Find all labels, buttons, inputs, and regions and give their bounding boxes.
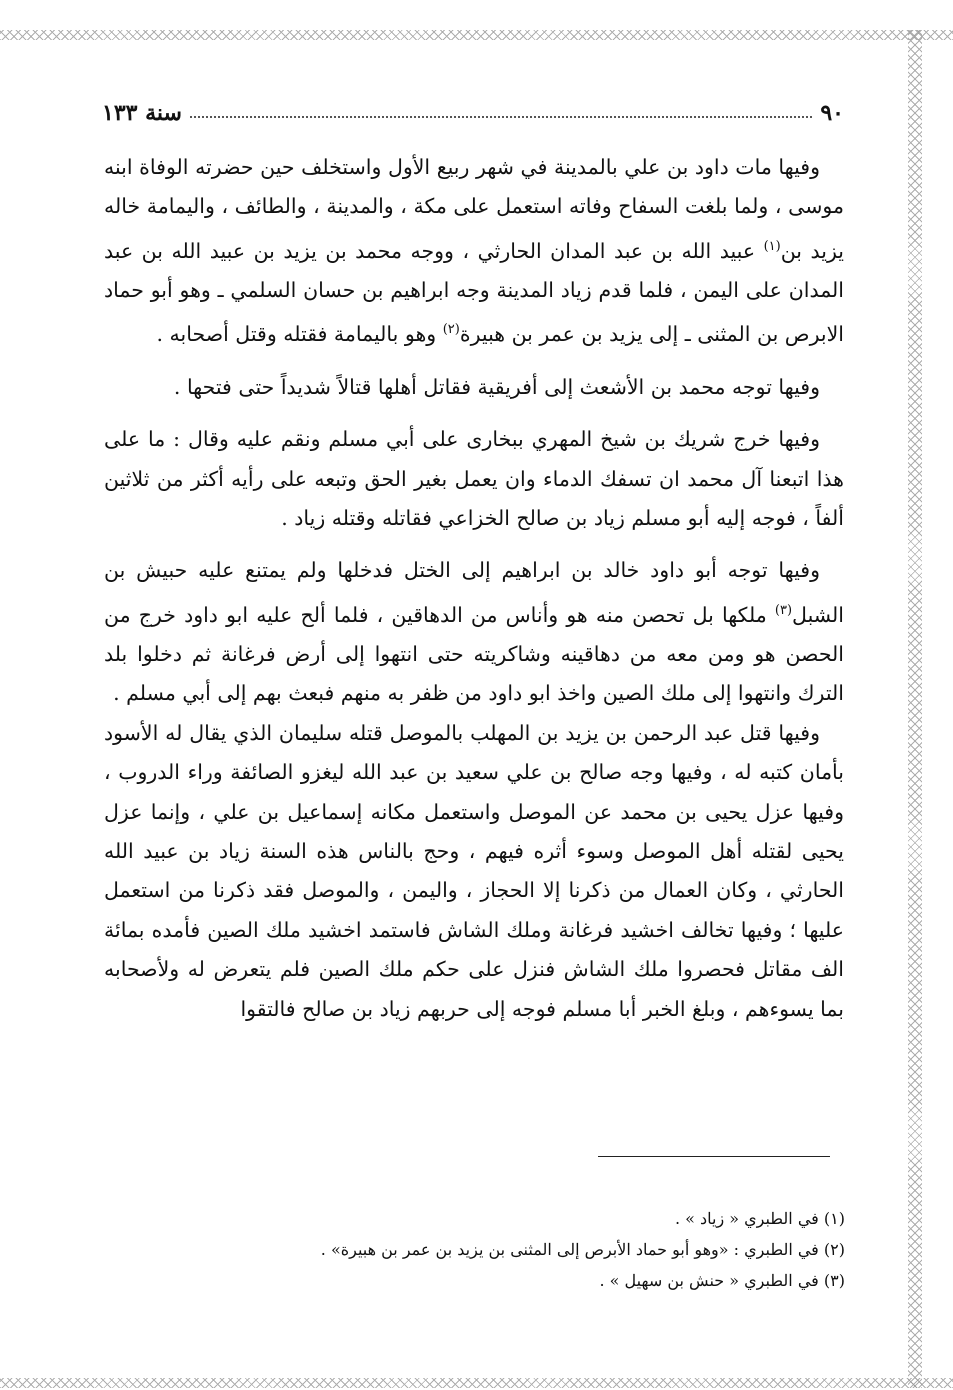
running-header bbox=[102, 92, 844, 126]
paragraph-4 bbox=[104, 551, 844, 713]
footnote-2: (٢) في الطبري : «وهو أبو حماد الأبرص إلى المثنى بن يزيد بن عمر بن هبيرة» . bbox=[320, 1240, 845, 1259]
paragraph-5: وفيها قتل عبد الرحمن بن يزيد بن المهلب بالموصل قتله سليمان الذي يقال له الأسود بأمان كتبه له ، وفيها وجه صالح بن علي سعيد بن عبد الله ليغزو الصائفة وراء الدروب ، وفيها عزل يحيى بن محمد عن الموصل واستعمل مكانه إسماعيل بن علي ، وإنما عزل يحيى لقتله أهل الموصل وسوء أثره فيهم ، وحج بالناس هذه السنة زياد بن عبيد الله الحارثي ، وكان العمال من ذكرنا إلا الحجاز ، واليمن ، والموصل فقد ذكرنا من استعمل عليها ؛ وفيها تخالف اخشيد فرغانة وملك الشاش فاستمد اخشيد ملك الصين فأمده بمائة الف مقاتل فحصروا ملك الشاش فنزل على حكم ملك الصين فلم يتعرض له ولأصحابه بما يسوءهم ، وبلغ الخبر أبا مسلم فوجه إلى حربهم زياد بن صالح فالتقوا bbox=[104, 720, 845, 1021]
paragraph-3: وفيها خرج شريك بن شيخ المهري ببخارى على أبي مسلم ونقم عليه وقال : ما على هذا اتبعنا آل محمد ان تسفك الدماء وان يعمل بغير الحق وتبعه على رأيه أكثر من ثلاثين ألفاً ، فوجه إليه أبو مسلم زياد بن صالح الخزاعي فقاتله وقتله زياد . bbox=[104, 427, 844, 530]
footnote-ref-1: (١) bbox=[763, 238, 781, 254]
footnote-ref-2: (٢) bbox=[442, 322, 460, 338]
paragraph-4-part-a: وفيها توجه أبو داود خالد بن ابراهيم إلى الختل فدخلها ولم يمتنع عليه حبيش بن الشبل bbox=[104, 558, 844, 627]
paragraph-4-part-b: ملكها بل تحصن منه هو وأناس من الدهاقين ، فلما ألح عليه ابو داود خرج من الحصن هو ومن معه من دهاقينه وشاكريته حتى انتهوا إلى أرض فرغانة ثم دخلوا بلد الترك وانتهوا إلى ملك الصين واخذ ابو داود من ظفر به منهم فبعث بهم إلى أبي مسلم . bbox=[104, 602, 844, 706]
paragraph-2: وفيها توجه محمد بن الأشعث إلى أفريقية فقاتل أهلها قتالاً شديداً حتى فتحها . bbox=[173, 374, 820, 399]
header-dotted-leader bbox=[190, 116, 812, 118]
footnote-separator bbox=[598, 1156, 830, 1157]
paragraph-1 bbox=[104, 148, 844, 355]
page-number: ٩٠ bbox=[820, 100, 844, 126]
footnotes bbox=[200, 1203, 845, 1296]
paragraph-1-part-a: وفيها مات داود بن علي بالمدينة في شهر ربيع الأول واستخلف حين حضرته الوفاة ابنه موسى ، ولما بلغت السفاح وفاته استعمل على مكة ، والمدينة ، والطائف ، واليمامة خاله يزيد بن bbox=[104, 155, 844, 263]
footnote-1: (١) في الطبري « زياد » . bbox=[674, 1209, 845, 1228]
footnote-3: (٣) في الطبري « حنش بن سهيل » . bbox=[599, 1271, 845, 1290]
main-text bbox=[104, 148, 844, 1029]
paragraph-1-part-c: وهو باليمامة فقتله وقتل أصحابه . bbox=[156, 322, 443, 347]
year-title: سنة ١٣٣ bbox=[102, 100, 182, 126]
paragraph-1-part-b: عبيد الله بن عبد المدان الحارثي ، ووجه محمد بن يزيد بن عبيد الله بن عبد المدان على اليمن ، فلما قدم زياد المدينة وجه ابراهيم بن حسان السلمي ـ وهو أبو حماد الابرص بن المثنى ـ إلى يزيد بن عمر بن هبيرة bbox=[104, 238, 844, 347]
footnote-ref-3: (٣) bbox=[774, 602, 793, 618]
